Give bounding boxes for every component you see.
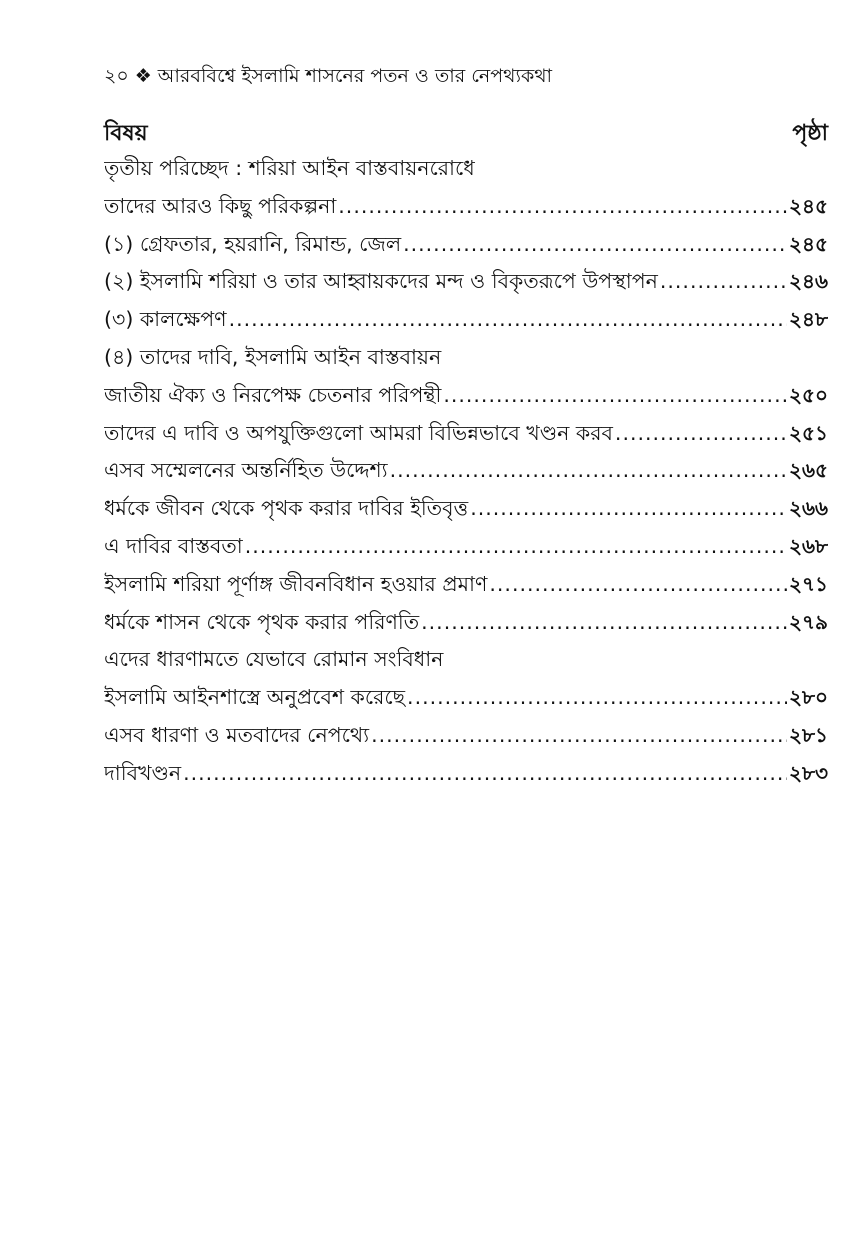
toc-entry-page-number: ২৫০ (789, 382, 828, 407)
toc-entry-title: ইসলামি শরিয়া পূর্ণাঙ্গ জীবনবিধান হওয়ার প্রমাণ (104, 571, 488, 596)
toc-entry (104, 528, 828, 566)
dot-leader (390, 452, 787, 490)
toc-entry-page-number: ২৪৮ (789, 307, 828, 332)
toc-entry (104, 566, 828, 604)
toc-entry-title: এসব সম্মেলনের অন্তর্নিহিত উদ্দেশ্য (104, 458, 388, 483)
toc-entry-title: দাবিখণ্ডন (104, 760, 182, 785)
toc-entry (104, 717, 828, 755)
toc-entry-title: তাদের আরও কিছু পরিকল্পনা (104, 193, 337, 218)
dot-leader (489, 566, 787, 604)
dot-leader (229, 301, 787, 339)
toc-entry (104, 301, 828, 339)
toc-entry (104, 415, 828, 453)
toc-entry-page-number: ২৮১ (789, 722, 828, 747)
toc-entry-title: তাদের এ দাবি ও অপযুক্তিগুলো আমরা বিভিন্নভাবে খণ্ডন করব (104, 420, 613, 445)
toc-entry-page-number: ২৪৬ (789, 269, 828, 294)
toc-entry (104, 339, 828, 377)
toc-entry (104, 188, 828, 226)
toc-entry-title: এদের ধারণামতে যেভাবে রোমান সংবিধান (104, 647, 444, 672)
toc-entry (104, 604, 828, 642)
toc-entry-page-number: ২৪৫ (789, 193, 828, 218)
toc-column-headers (104, 116, 828, 148)
dot-leader (470, 490, 787, 528)
table-of-contents (104, 150, 828, 793)
toc-entry-page-number: ২৬৮ (789, 533, 828, 558)
toc-entry (104, 377, 828, 415)
toc-entry (104, 679, 828, 717)
dot-leader (660, 263, 787, 301)
ornament-separator: ❖ (134, 65, 152, 87)
toc-entry-title: ধর্মকে শাসন থেকে পৃথক করার পরিণতি (104, 609, 420, 634)
dot-leader (338, 188, 787, 226)
toc-entry (104, 755, 828, 793)
toc-entry-title: (২) ইসলামি শরিয়া ও তার আহ্বায়কদের মন্দ ও বিকৃতরূপে উপস্থাপন (104, 269, 658, 294)
toc-entry (104, 641, 828, 679)
toc-entry-title: (৩) কালক্ষেপণ (104, 307, 227, 332)
toc-entry-title: ধর্মকে জীবন থেকে পৃথক করার দাবির ইতিবৃত্ত (104, 496, 469, 521)
toc-entry-title: এ দাবির বাস্তবতা (104, 533, 243, 558)
toc-entry-title: তৃতীয় পরিচ্ছেদ : শরিয়া আইন বাস্তবায়নরোধে (104, 156, 475, 180)
dot-leader (183, 755, 787, 793)
running-header (104, 62, 552, 94)
toc-entry (104, 452, 828, 490)
toc-entry-page-number: ২৬৫ (789, 458, 828, 483)
dot-leader (371, 717, 787, 755)
toc-entry (104, 490, 828, 528)
toc-entry-page-number: ২৬৬ (788, 496, 828, 521)
dot-leader (421, 604, 787, 642)
toc-entry-title: (১) গ্রেফতার, হয়রানি, রিমান্ড, জেল (104, 231, 402, 256)
toc-entry-page-number: ২৮৩ (789, 760, 828, 785)
toc-entry-page-number: ২৫১ (789, 420, 828, 445)
dot-leader (615, 415, 787, 453)
page-column-heading: পৃষ্ঠা (792, 121, 828, 146)
toc-entry-title: ইসলামি আইনশাস্ত্রে অনুপ্রবেশ করেছে (104, 685, 406, 710)
toc-entry-page-number: ২৭১ (789, 571, 828, 596)
toc-entry (104, 263, 828, 301)
dot-leader (245, 528, 787, 566)
toc-entry (104, 226, 828, 264)
toc-entry-page-number: ২৪৫ (789, 231, 828, 256)
toc-entry-title: (৪) তাদের দাবি, ইসলামি আইন বাস্তবায়ন (104, 344, 442, 369)
dot-leader (403, 226, 787, 264)
toc-entry-page-number: ২৭৯ (789, 609, 828, 634)
book-title: আরববিশ্বে ইসলামি শাসনের পতন ও তার নেপথ্যকথা (157, 65, 553, 87)
topic-column-heading: বিষয় (104, 121, 148, 146)
toc-entry (104, 150, 828, 188)
dot-leader (443, 377, 787, 415)
page-number: ২০ (104, 65, 129, 87)
dot-leader (407, 679, 787, 717)
toc-entry-title: জাতীয় ঐক্য ও নিরপেক্ষ চেতনার পরিপন্থী (104, 382, 442, 407)
toc-entry-title: এসব ধারণা ও মতবাদের নেপথ্যে (104, 722, 370, 747)
toc-entry-page-number: ২৮০ (789, 685, 828, 710)
